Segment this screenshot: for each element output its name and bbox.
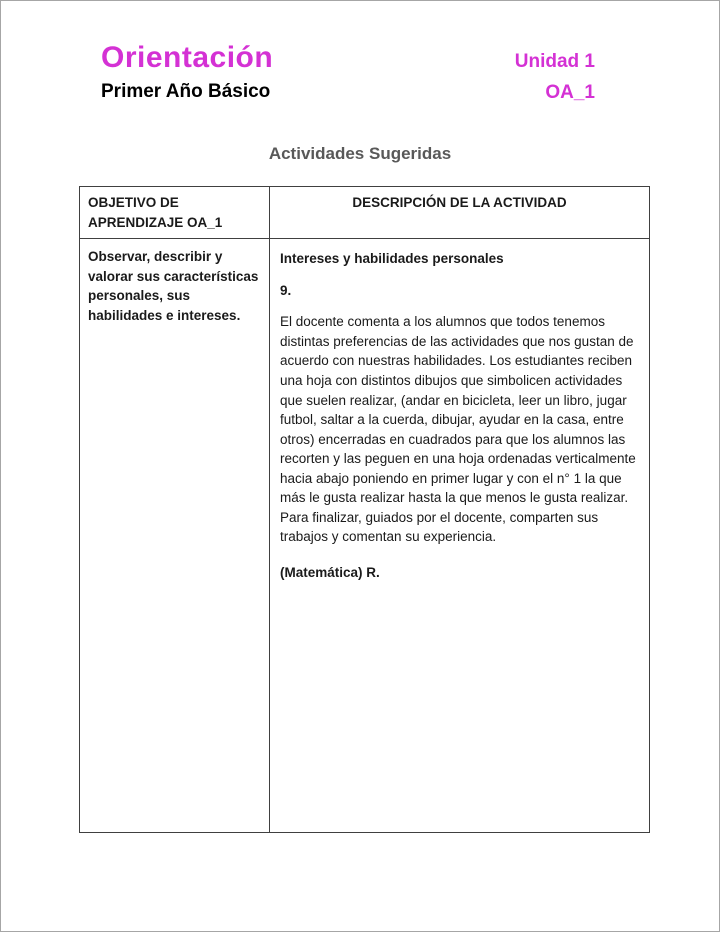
section-title: Actividades Sugeridas	[268, 144, 452, 163]
activities-table	[79, 186, 650, 833]
activity-heading: Intereses y habilidades personales	[280, 251, 504, 267]
description-cell	[270, 239, 650, 833]
activity-body-text: El docente comenta a los alumnos que todos tenemos distintas preferencias de las actividades que nos gustan de acuerdo con nuestras habilidades. Los estudiantes reciben una hoja con distintos dibujos que simbolicen actividades que suelen realizar, (andar en bicicleta, leer un libro, jugar futbol, saltar a la cuerda, dibujar, ayudar en la casa, entre otros) encerradas en cuadrados para que los alumnos las recorten y las peguen en una hoja ordenadas verticalmente hacia abajo poniendo en primer lugar y con el n° 1 la que más le gusta realizar hasta la que menos le gusta realizar. Para finalizar, guiados por el docente, comparten sus trabajos y comentan su experiencia.	[280, 314, 636, 545]
document-header	[1, 1, 719, 104]
activity-number: 9.	[280, 282, 292, 298]
header-left	[101, 41, 273, 103]
oa-code-label: OA_1	[545, 82, 595, 103]
table-body-row	[80, 239, 650, 833]
table-header-row	[80, 187, 650, 239]
unit-label: Unidad 1	[514, 51, 595, 72]
header-right	[515, 41, 595, 104]
objective-header-cell: OBJETIVO DE APRENDIZAJE OA_1	[80, 187, 270, 239]
page-subtitle: Primer Año Básico	[101, 81, 271, 102]
description-header-cell: DESCRIPCIÓN DE LA ACTIVIDAD	[270, 187, 650, 239]
page-title: Orientación	[101, 41, 274, 74]
objective-text-cell: Observar, describir y valorar sus características personales, sus habilidades e intereses.	[80, 239, 270, 833]
activity-footer: (Matemática) R.	[280, 565, 380, 580]
